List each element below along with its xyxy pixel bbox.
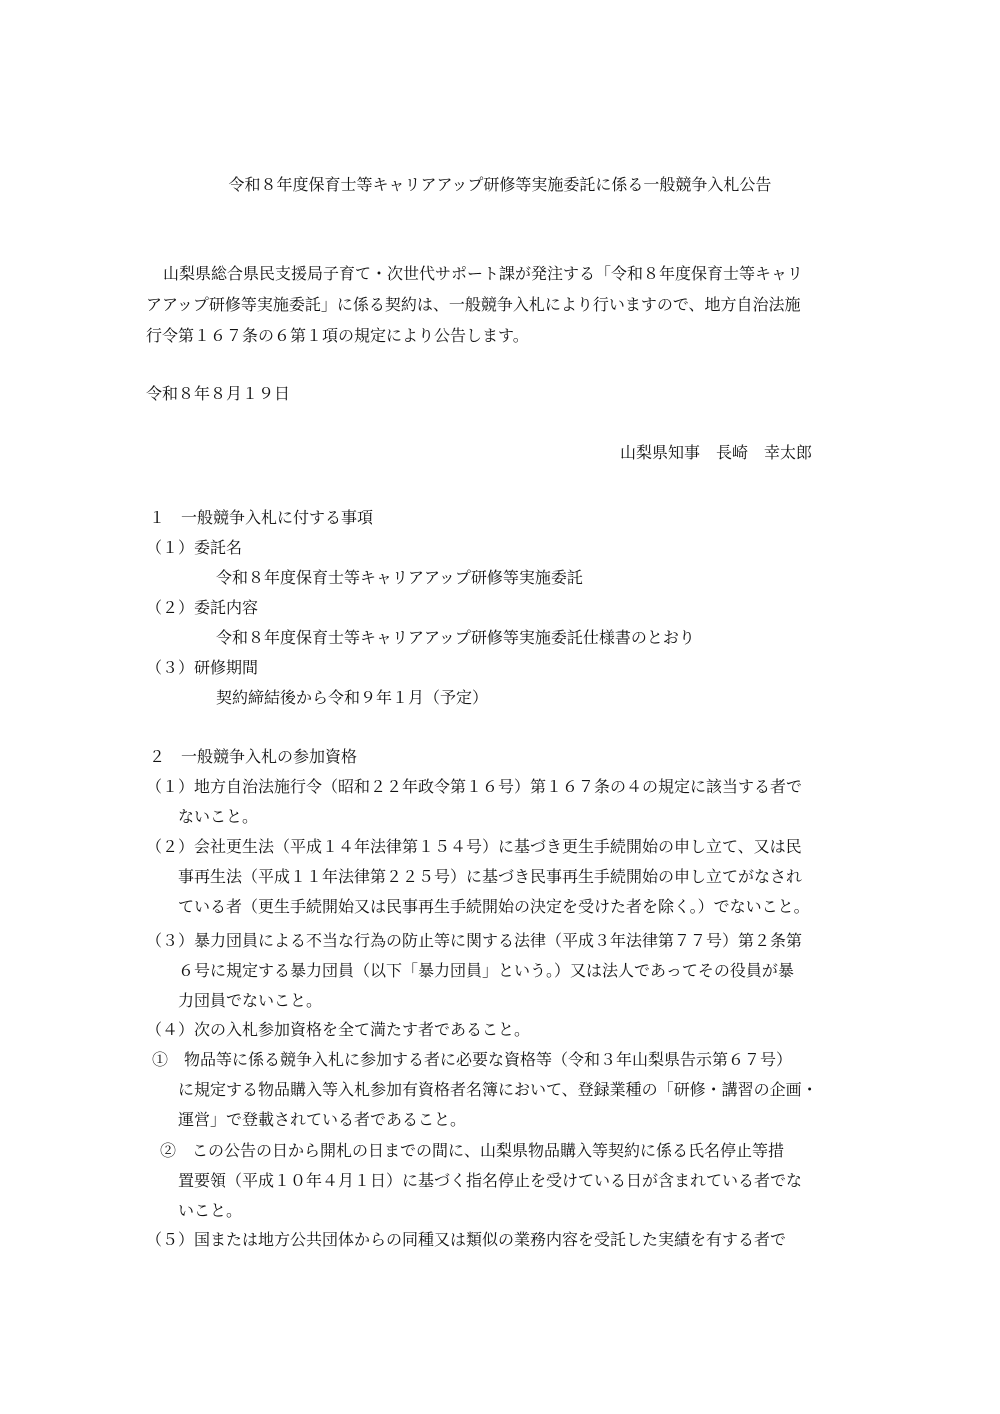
sub-condition-2-line-3: いこと。 <box>178 1201 243 1220</box>
qualification-4: （４）次の入札参加資格を全て満たす者であること。 <box>146 1020 531 1039</box>
qualification-3-line-3: 力団員でないこと。 <box>178 991 323 1010</box>
intro-line-2: アアップ研修等実施委託」に係る契約は、一般競争入札により行いますので、地方自治法施 <box>146 295 801 314</box>
sub-condition-1-line-1: ① 物品等に係る競争入札に参加する者に必要な資格等（令和３年山梨県告示第６７号） <box>152 1050 793 1069</box>
intro-line-1: 山梨県総合県民支援局子育て・次世代サポート課が発注する「令和８年度保育士等キャリ <box>163 264 804 283</box>
qualification-2-line-3: ている者（更生手続開始又は民事再生手続開始の決定を受けた者を除く。）でないこと。 <box>178 897 810 916</box>
section-1-heading: １ 一般競争入札に付する事項 <box>149 508 374 527</box>
sub-condition-2-line-2: 置要領（平成１０年４月１日）に基づく指名停止を受けている日が含まれている者でな <box>178 1171 803 1190</box>
signatory: 山梨県知事 長崎 幸太郎 <box>620 443 813 462</box>
qualification-1-line-1: （１）地方自治法施行令（昭和２２年政令第１６号）第１６７条の４の規定に該当する者で <box>146 777 803 796</box>
sub-condition-1-line-2: に規定する物品購入等入札参加有資格者名簿において、登録業種の「研修・講習の企画・ <box>178 1080 818 1099</box>
qualification-5: （５）国または地方公共団体からの同種又は類似の業務内容を受託した実績を有する者で <box>146 1230 787 1249</box>
section-1-item-2-value: 令和８年度保育士等キャリアアップ研修等実施委託仕様書のとおり <box>216 628 695 647</box>
sub-condition-2-line-1: ② この公告の日から開札の日までの間に、山梨県物品購入等契約に係る氏名停止等措 <box>160 1141 785 1160</box>
qualification-1-line-2: ないこと。 <box>178 807 259 826</box>
section-1-item-2-label: （２）委託内容 <box>146 598 259 617</box>
section-1-item-1-value: 令和８年度保育士等キャリアアップ研修等実施委託 <box>216 568 583 587</box>
document-title: 令和８年度保育士等キャリアアップ研修等実施委託に係る一般競争入札公告 <box>228 175 772 194</box>
intro-line-3: 行令第１６７条の６第１項の規定により公告します。 <box>146 326 529 345</box>
qualification-3-line-1: （３）暴力団員による不当な行為の防止等に関する法律（平成３年法律第７７号）第２条第 <box>146 931 803 950</box>
notice-date: 令和８年８月１９日 <box>146 384 291 403</box>
qualification-2-line-2: 事再生法（平成１１年法律第２２５号）に基づき民事再生手続開始の申し立てがなされ <box>178 867 803 886</box>
section-1-item-3-value: 契約締結後から令和９年１月（予定） <box>216 688 489 707</box>
section-1-item-1-label: （１）委託名 <box>146 538 243 557</box>
section-2-heading: ２ 一般競争入札の参加資格 <box>149 747 358 766</box>
qualification-2-line-1: （２）会社更生法（平成１４年法律第１５４号）に基づき更生手続開始の申し立て、又は民 <box>146 837 802 856</box>
qualification-3-line-2: ６号に規定する暴力団員（以下「暴力団員」という。）又は法人であってその役員が暴 <box>178 961 794 980</box>
section-1-item-3-label: （３）研修期間 <box>146 658 259 677</box>
sub-condition-1-line-3: 運営」で登載されている者であること。 <box>178 1110 467 1129</box>
